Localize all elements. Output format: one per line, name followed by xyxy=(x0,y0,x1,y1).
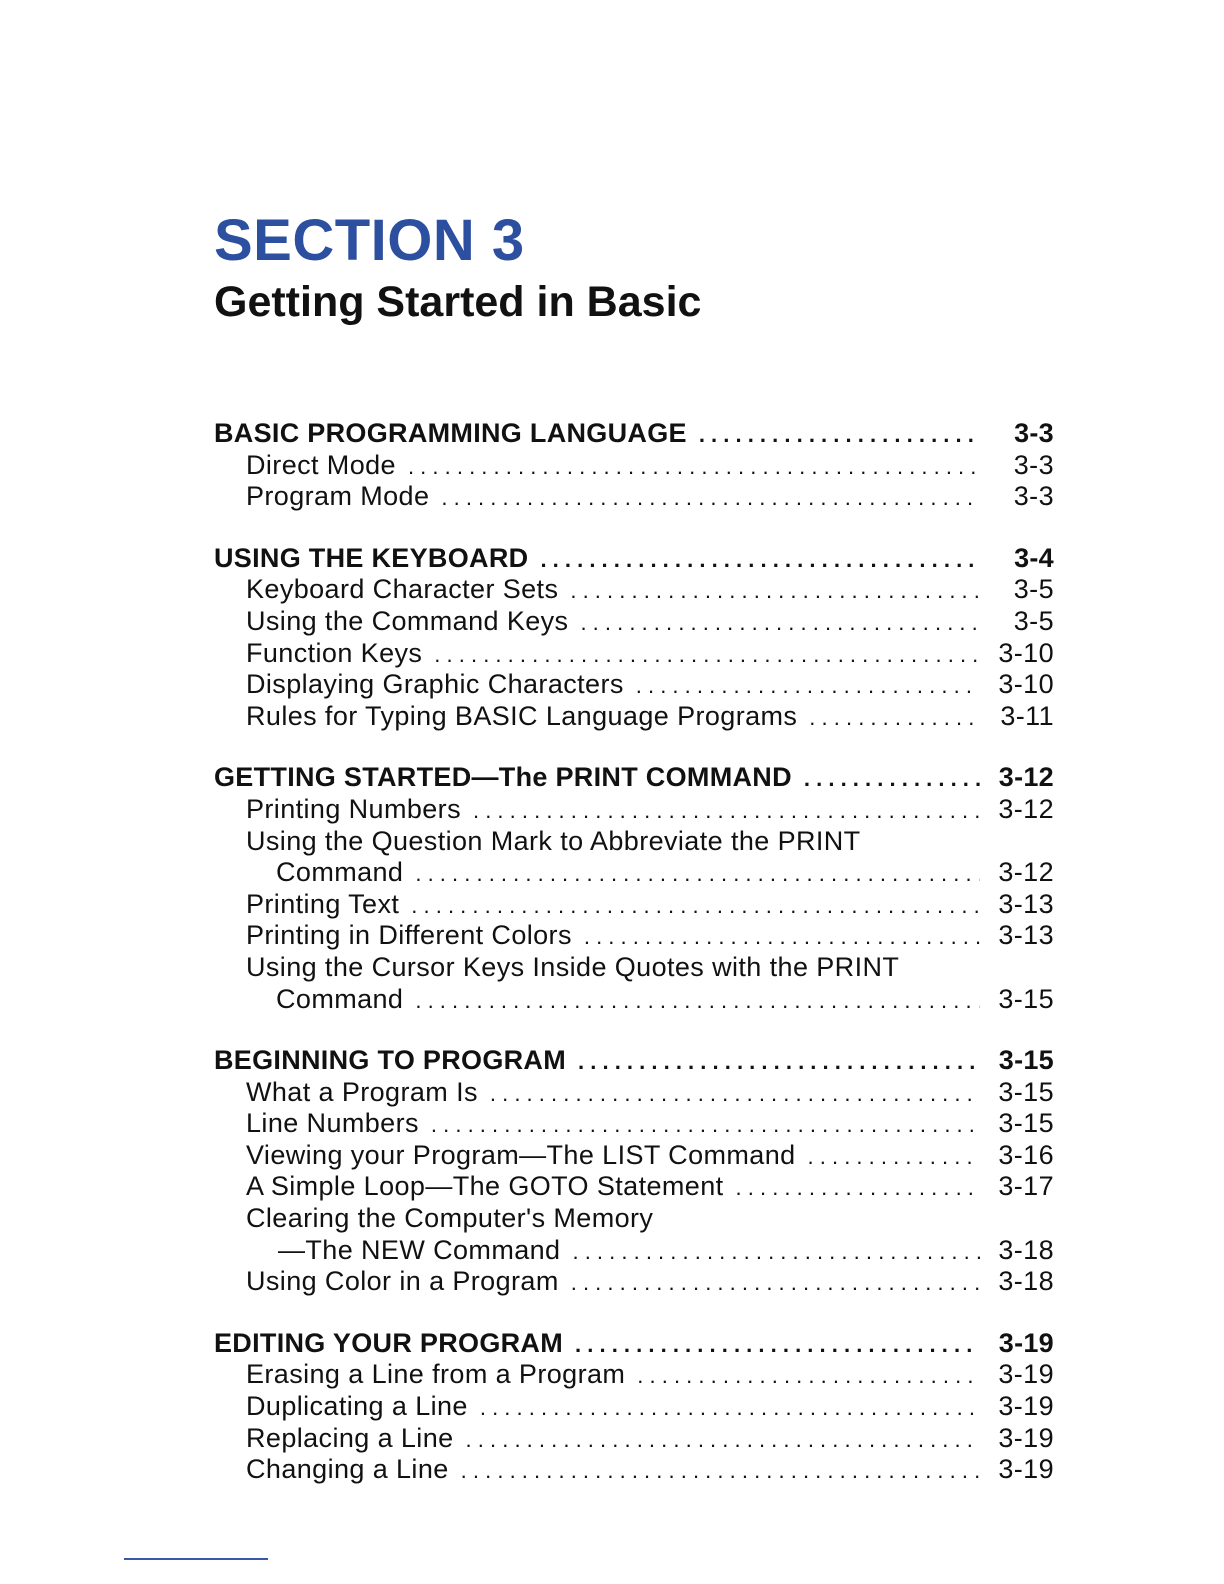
toc-entry[interactable] xyxy=(214,794,1054,826)
toc-entry-continuation[interactable] xyxy=(214,1235,1054,1267)
toc-entry[interactable] xyxy=(214,701,1054,733)
dot-leader xyxy=(637,1360,980,1392)
toc-heading-page: 3-15 xyxy=(998,1045,1054,1076)
toc-entry-first-line[interactable] xyxy=(214,952,1054,984)
dot-leader xyxy=(431,1109,980,1141)
toc-entry-continuation-text: Command xyxy=(276,983,404,1014)
toc-heading-page: 3-19 xyxy=(998,1327,1054,1358)
toc-entry-text: Duplicating a Line xyxy=(246,1391,468,1422)
toc-entry-page: 3-15 xyxy=(998,983,1054,1014)
toc-entry[interactable] xyxy=(214,1077,1054,1109)
toc-entry-continuation[interactable] xyxy=(214,857,1054,889)
dot-leader xyxy=(736,1172,980,1204)
dot-leader xyxy=(636,670,980,702)
footer-rule xyxy=(124,1558,268,1560)
toc-entry[interactable] xyxy=(214,638,1054,670)
toc-entry-text: Direct Mode xyxy=(246,449,396,480)
dot-leader xyxy=(540,544,980,576)
dot-leader xyxy=(490,1078,980,1110)
table-of-contents xyxy=(214,418,1054,1516)
dot-leader xyxy=(441,482,980,514)
toc-entry-text: Printing Text xyxy=(246,888,400,919)
toc-entry-first-line[interactable] xyxy=(214,1203,1054,1235)
toc-entry[interactable] xyxy=(214,1391,1054,1423)
toc-entry-text: Rules for Typing BASIC Language Programs xyxy=(246,700,798,731)
dot-leader xyxy=(473,795,980,827)
toc-entry[interactable] xyxy=(214,889,1054,921)
toc-heading[interactable] xyxy=(214,1328,1054,1360)
toc-entry[interactable] xyxy=(214,481,1054,513)
toc-heading[interactable] xyxy=(214,1045,1054,1077)
toc-heading[interactable] xyxy=(214,762,1054,794)
toc-heading-page: 3-12 xyxy=(998,762,1054,793)
toc-entry[interactable] xyxy=(214,920,1054,952)
toc-entry-text: Keyboard Character Sets xyxy=(246,574,559,605)
toc-entry[interactable] xyxy=(214,1454,1054,1486)
dot-leader xyxy=(466,1424,980,1456)
dot-leader xyxy=(415,985,980,1017)
toc-entry-page: 3-3 xyxy=(1013,481,1054,512)
dot-leader xyxy=(578,1046,980,1078)
toc-entry-continuation-text: —The NEW Command xyxy=(278,1234,561,1265)
section-title: Getting Started in Basic xyxy=(214,278,702,326)
dot-leader xyxy=(804,763,980,795)
toc-entry-text: Program Mode xyxy=(246,481,430,512)
toc-entry-text: Printing in Different Colors xyxy=(246,920,572,951)
toc-entry[interactable] xyxy=(214,1171,1054,1203)
toc-entry-text: What a Program Is xyxy=(246,1076,478,1107)
toc-entry[interactable] xyxy=(214,1359,1054,1391)
toc-entry[interactable] xyxy=(214,1140,1054,1172)
toc-entry-page: 3-5 xyxy=(1013,605,1054,636)
toc-entry-text: Line Numbers xyxy=(246,1108,419,1139)
toc-entry-page: 3-11 xyxy=(1000,700,1054,731)
toc-entry-text: Replacing a Line xyxy=(246,1422,454,1453)
toc-entry-text: Viewing your Program—The LIST Command xyxy=(246,1139,796,1170)
toc-entry-page: 3-19 xyxy=(998,1454,1054,1485)
toc-entry[interactable] xyxy=(214,606,1054,638)
toc-entry-page: 3-18 xyxy=(998,1266,1054,1297)
dot-leader xyxy=(434,639,980,671)
dot-leader xyxy=(571,1267,980,1299)
toc-entry-text: Printing Numbers xyxy=(246,793,461,824)
toc-entry-page: 3-10 xyxy=(998,669,1054,700)
toc-entry-text: Clearing the Computer's Memory xyxy=(246,1203,654,1234)
toc-heading[interactable] xyxy=(214,543,1054,575)
toc-entry-text: Function Keys xyxy=(246,637,423,668)
toc-entry-text: Displaying Graphic Characters xyxy=(246,669,624,700)
toc-entry-text: Using the Cursor Keys Inside Quotes with the PRINT xyxy=(246,951,900,982)
toc-entry-continuation-text: Command xyxy=(276,857,404,888)
dot-leader xyxy=(699,419,980,451)
toc-entry-page: 3-19 xyxy=(998,1359,1054,1390)
section-label: SECTION 3 xyxy=(214,208,525,273)
toc-entry-page: 3-15 xyxy=(998,1108,1054,1139)
toc-entry-page: 3-15 xyxy=(998,1076,1054,1107)
toc-entry-text: Using Color in a Program xyxy=(246,1266,559,1297)
toc-entry[interactable] xyxy=(214,450,1054,482)
dot-leader xyxy=(572,1236,980,1268)
dot-leader xyxy=(570,575,980,607)
toc-entry-page: 3-12 xyxy=(998,857,1054,888)
dot-leader xyxy=(808,1141,980,1173)
toc-entry-page: 3-3 xyxy=(1013,449,1054,480)
toc-heading-page: 3-3 xyxy=(1014,418,1054,448)
toc-entry-page: 3-13 xyxy=(998,888,1054,919)
toc-heading-page: 3-4 xyxy=(1014,542,1054,573)
toc-entry-text: Erasing a Line from a Program xyxy=(246,1359,626,1390)
toc-heading-title: BEGINNING TO PROGRAM xyxy=(214,1045,567,1076)
dot-leader xyxy=(584,921,980,953)
toc-entry-page: 3-10 xyxy=(998,637,1054,668)
dot-leader xyxy=(809,702,980,734)
toc-heading-title: GETTING STARTED—The PRINT COMMAND xyxy=(214,762,792,793)
toc-group-editing-your-program xyxy=(214,1328,1054,1486)
toc-entry[interactable] xyxy=(214,1108,1054,1140)
dot-leader xyxy=(480,1392,980,1424)
toc-entry[interactable] xyxy=(214,1266,1054,1298)
toc-entry-text: Using the Question Mark to Abbreviate the PRINT xyxy=(246,825,861,856)
toc-entry[interactable] xyxy=(214,669,1054,701)
toc-heading-title: EDITING YOUR PROGRAM xyxy=(214,1327,564,1358)
toc-entry-page: 3-16 xyxy=(998,1139,1054,1170)
toc-entry-text: Changing a Line xyxy=(246,1454,449,1485)
toc-entry-page: 3-19 xyxy=(998,1422,1054,1453)
dot-leader xyxy=(415,858,980,890)
toc-group-getting-started xyxy=(214,762,1054,1015)
toc-heading[interactable] xyxy=(214,418,1054,450)
toc-entry-text: Using the Command Keys xyxy=(246,605,569,636)
toc-heading-title: USING THE KEYBOARD xyxy=(214,542,529,573)
toc-entry-page: 3-5 xyxy=(1013,574,1054,605)
dot-leader xyxy=(575,1329,980,1361)
toc-entry-page: 3-19 xyxy=(998,1391,1054,1422)
toc-group-beginning-to-program xyxy=(214,1045,1054,1298)
toc-entry[interactable] xyxy=(214,574,1054,606)
toc-entry-page: 3-18 xyxy=(998,1234,1054,1265)
dot-leader xyxy=(411,890,980,922)
toc-entry-page: 3-12 xyxy=(998,793,1054,824)
toc-group-using-the-keyboard xyxy=(214,543,1054,733)
dot-leader xyxy=(461,1455,980,1487)
toc-entry[interactable] xyxy=(214,1423,1054,1455)
toc-entry-page: 3-13 xyxy=(998,920,1054,951)
toc-entry-page: 3-17 xyxy=(998,1171,1054,1202)
toc-group-basic-programming-language xyxy=(214,418,1054,513)
toc-heading-title: BASIC PROGRAMMING LANGUAGE xyxy=(214,418,687,448)
toc-entry-text: A Simple Loop—The GOTO Statement xyxy=(246,1171,724,1202)
toc-entry-continuation[interactable] xyxy=(214,984,1054,1016)
dot-leader xyxy=(408,451,980,483)
dot-leader xyxy=(580,607,980,639)
toc-entry-first-line[interactable] xyxy=(214,826,1054,858)
